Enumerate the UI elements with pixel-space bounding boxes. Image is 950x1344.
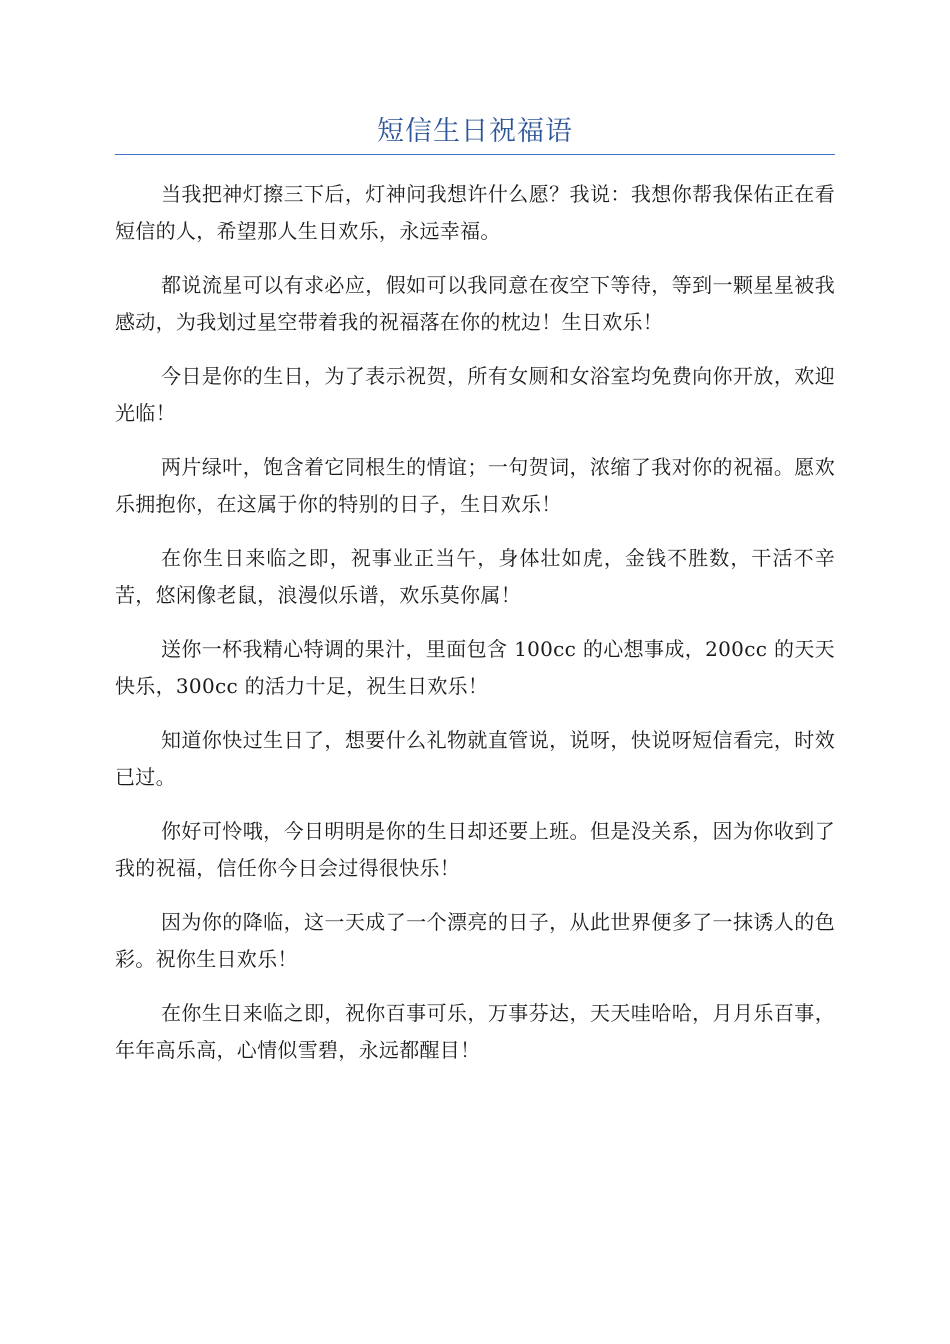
paragraph-10: 在你生日来临之即，祝你百事可乐，万事芬达，天天哇哈哈，月月乐百事，年年高乐高，心情似雪碧，永远都醒目！ — [115, 1001, 835, 1062]
paragraph-2: 都说流星可以有求必应，假如可以我同意在夜空下等待，等到一颗星星被我感动，为我划过星空带着我的祝福落在你的枕边！生日欢乐！ — [115, 273, 835, 334]
paragraph-5: 在你生日来临之即，祝事业正当午，身体壮如虎，金钱不胜数，干活不辛苦，悠闲像老鼠，浪漫似乐谱，欢乐莫你属！ — [115, 546, 835, 607]
document-title: 短信生日祝福语 — [377, 116, 573, 147]
title-underline — [115, 154, 835, 155]
paragraph-3: 今日是你的生日，为了表示祝贺，所有女厕和女浴室均免费向你开放，欢迎光临！ — [115, 364, 835, 425]
paragraph-7: 知道你快过生日了，想要什么礼物就直管说，说呀，快说呀短信看完，时效已过。 — [115, 728, 835, 789]
paragraph-8: 你好可怜哦，今日明明是你的生日却还要上班。但是没关系，因为你收到了我的祝福，信任你今日会过得很快乐！ — [115, 819, 835, 880]
paragraph-6: 送你一杯我精心特调的果汁，里面包含 100cc 的心想事成，200cc 的天天快乐，300cc 的活力十足，祝生日欢乐！ — [115, 637, 835, 698]
paragraph-4: 两片绿叶，饱含着它同根生的情谊；一句贺词，浓缩了我对你的祝福。愿欢乐拥抱你，在这属于你的特别的日子，生日欢乐！ — [115, 455, 835, 516]
paragraph-1: 当我把神灯擦三下后，灯神问我想许什么愿？我说：我想你帮我保佑正在看短信的人，希望那人生日欢乐，永远幸福。 — [115, 182, 835, 243]
document-body — [115, 176, 835, 1086]
paragraph-9: 因为你的降临，这一天成了一个漂亮的日子，从此世界便多了一抹诱人的色彩。祝你生日欢乐！ — [115, 910, 835, 971]
